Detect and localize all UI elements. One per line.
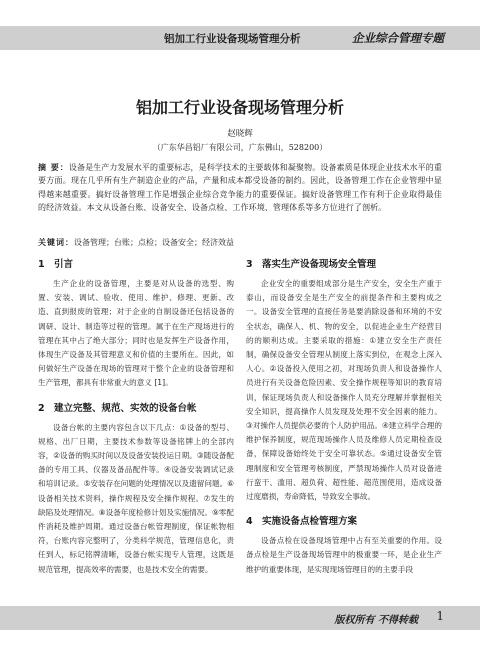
running-footer (0, 606, 480, 630)
abstract-text: 设备是生产力发展水平的重要标志，是科学技术的主要载体和凝聚物。设备素质是体现企业技术水平的重要方面。现在几乎所有生产制造企业的产品，产量和成本都受设备的制约。因此，设备管理工作在企业管理中显得越来越重要。搞好设备管理工作是增强企业综合竞争能力的重要保证。搞好设备管理工作有利于企业取得最佳的经济效益。本文从设备台账、设备安全、设备点检、工作环境、管理体系等多方位进行了剖析。 (38, 163, 442, 213)
section-heading (246, 515, 442, 529)
left-column (38, 258, 234, 577)
section-paragraph: 设备台帐的主要内容包含以下几点：①设备的型号、规格、出厂日期，主要技术参数等设备铭牌上的全部内容，②设备的购买时间以及设备安装投运日期。③随设备配备的专用工具、仪器及备品配件等。④设备安装调试记录和培训记录。⑤安装存在问题的处理情况以及遗留问题。⑥设备相关技术资料，操作规程及安全操作规程。⑦发生的缺陷及处理情况。⑧设备年度检修计划及实施情况。⑨零配件消耗及维护周期。通过设备台帐管理制度，保证帐物相符，台账内容完整明了，分类科学规范，管理信息化，责任到人，标记铭牌清晰，设备台帐实现专人管理，这既是规范管理，提高效率的需要，也是技术安全的需要。 (38, 422, 234, 574)
author-name: 赵晓辉 (227, 129, 253, 139)
running-header-title: 铝加工行业设备现场管理分析 (164, 33, 301, 45)
section-title: 实施设备点检管理方案 (262, 516, 358, 528)
section-number: 1 (38, 259, 45, 270)
keywords (38, 236, 442, 249)
copyright-notice: 版权所有 不得转载 (334, 615, 418, 626)
running-header-column: 企业综合管理专题 (352, 31, 444, 45)
section-paragraph: 设备点检在设备现场管理中占有至关重要的作用。设备点检是生产设备现场管理中的极重要一环，是企业生产维护的重要体现，是实现现场管理目的的主要手段 (246, 536, 442, 574)
abstract (38, 161, 442, 215)
page-number: 1 (436, 609, 444, 623)
right-column (246, 258, 442, 577)
keywords-text: 设备管理；台账；点检；设备安全；经济效益 (74, 238, 234, 247)
article-title: 铝加工行业设备现场管理分析 (135, 98, 344, 117)
section-number: 3 (246, 259, 253, 270)
section-number: 2 (38, 402, 45, 414)
section-heading (38, 402, 234, 416)
section-number: 4 (246, 516, 253, 528)
section-paragraph: 生产企业的设备管理，主要是对从设备的选型、购置、安装、调试、验收、使用、维护、修理、更新、改造、直到报废的管理；对于企业的自制设备还包括设备的调研、设计、制造等过程的管理。属于在生产现场进行的管理在其中占了绝大部分；同时也是发挥生产设备作用，体现生产设备及其管理意义和价值的主要所在。因此，如何做好生产设备在现场的管理对于整个企业的设备管理和生产管理，都具有非常重大的意义 [1]。 (38, 279, 234, 388)
section-heading (246, 258, 442, 272)
running-header (0, 26, 480, 50)
section-heading (38, 258, 234, 272)
section-paragraph: 企业安全的重要组成部分是生产安全，安全生产重于泰山，而设备安全是生产安全的前提条件和主要构成之一。设备安全管理的直接任务是要消除设备和环境的不安全状态，确保人、机、物的安全，以促进企业生产经营目的的顺利达成。主要采取的措施：①建立安全生产责任制，确保设备安全管理从制度上落实到位，在观念上深入人心。②设备投入使用之初，对现场负责人和设备操作人员进行有关设备危险因素、安全操作规程等知识的教育培训，保证现场负责人和设备操作人员充分理解并掌握相关安全知识，提高操作人员发现及处理不安全因素的能力。③对操作人员提供必要的个人防护用品。④建立科学合理的维护保养制度，规范现场操作人员及维修人员定期检查设备，保障设备始终处于安全可靠状态。⑤通过设备安全管理制度和安全管理考核制度，严禁现场操作人员对设备进行蛮干、滥用、超负荷、超性能、超范围使用，造成设备过度磨损，寿命降低，导致安全事故。 (246, 279, 442, 502)
section-title: 引言 (54, 259, 74, 270)
section-title: 落实生产设备现场安全管理 (262, 259, 377, 270)
abstract-label: 摘 要： (38, 163, 69, 172)
keywords-label: 关键词： (38, 238, 74, 247)
author-affiliation: （广东华昌铝厂有限公司，广东佛山，528200） (152, 143, 328, 152)
section-title: 建立完整、规范、实效的设备台帐 (54, 402, 197, 414)
